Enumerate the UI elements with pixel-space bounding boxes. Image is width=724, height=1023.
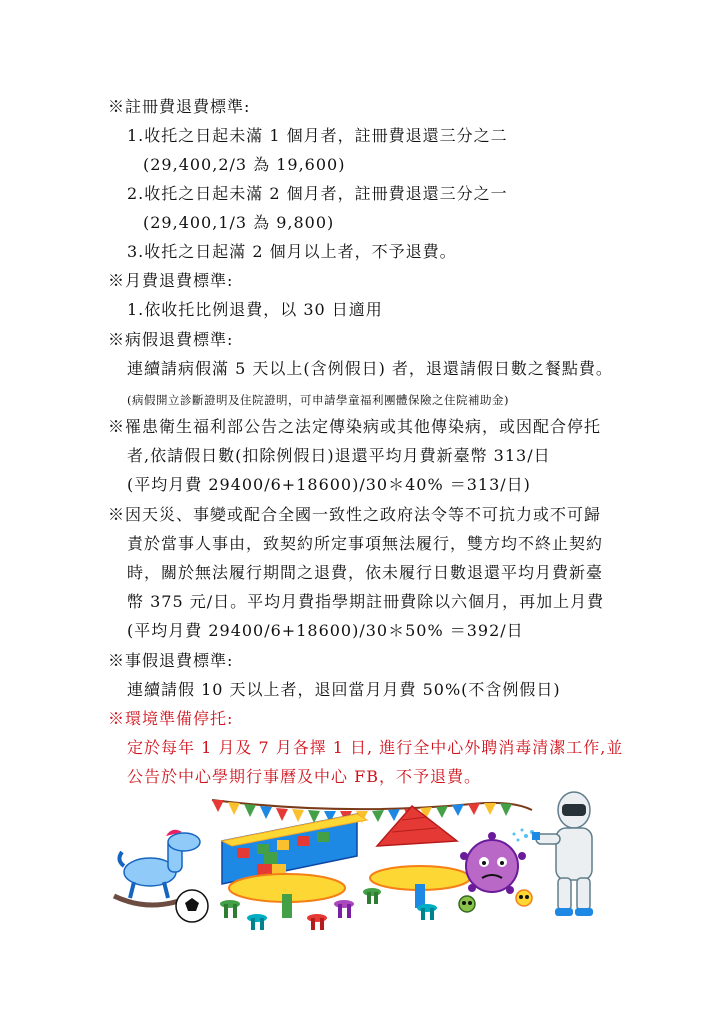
registration-rule-2-example: (29,400,1/3 為 9,800) xyxy=(143,213,335,232)
sick-leave-rule: 連續請病假滿 5 天以上(含例假日) 者，退還請假日數之餐點費。 xyxy=(127,359,613,378)
force-majeure-formula: (平均月費 29400/6+18600)/30＊50% ＝392/日 xyxy=(127,621,524,640)
right-round-table xyxy=(363,866,470,920)
sick-leave-note: (病假開立診斷證明及住院證明，可申請學童福利團體保險之住院補助金) xyxy=(127,393,509,407)
force-majeure-rule-line-4: 幣 375 元/日。平均月費指學期註冊費除以六個月，再加上月費 xyxy=(127,592,605,611)
force-majeure-rule-line-2: 責於當事人事由，致契約所定事項無法履行，雙方均不終止契約 xyxy=(127,534,604,553)
personal-leave-rule: 連續請假 10 天以上者，退回當月月費 50%(不含例假日) xyxy=(127,680,561,699)
registration-rule-2: 2.收托之日起未滿 2 個月者，註冊費退還三分之一 xyxy=(127,184,508,203)
heading-monthly-fee-refund: ※月費退費標準: xyxy=(108,271,234,290)
infectious-disease-formula: (平均月費 29400/6+18600)/30＊40% ＝313/日) xyxy=(127,475,531,494)
heading-registration-refund: ※註冊費退費標準: xyxy=(108,97,251,116)
heading-personal-leave-refund: ※事假退費標準: xyxy=(108,651,234,670)
infectious-disease-rule-line-1: ※罹患衛生福利部公告之法定傳染病或其他傳染病，或因配合停托 xyxy=(108,417,602,436)
registration-rule-1: 1.收托之日起未滿 1 個月者，註冊費退還三分之二 xyxy=(127,126,508,145)
force-majeure-rule-line-3: 時，關於無法履行期間之退費，依未履行日數退還平均月費新臺 xyxy=(127,563,604,582)
monthly-fee-rule-1: 1.依收托比例退費，以 30 日適用 xyxy=(127,300,383,319)
disinfectant-spray xyxy=(513,829,535,842)
environment-closure-rule-line-2: 公告於中心學期行事曆及中心 FB，不予退費。 xyxy=(127,767,481,786)
small-germs xyxy=(459,890,532,912)
infectious-disease-rule-line-2: 者,依請假日數(扣除例假日)退還平均月費新臺幣 313/日 xyxy=(127,446,551,465)
environment-closure-rule-line-1: 定於每年 1 月及 7 月各擇 1 日, 進行全中心外聘消毒清潔工作,並 xyxy=(127,738,624,757)
bunting-flags xyxy=(212,800,532,823)
left-round-table xyxy=(220,874,354,930)
soccer-ball xyxy=(176,890,208,922)
hazmat-worker xyxy=(532,792,593,916)
virus-character xyxy=(460,832,526,894)
heading-environment-closure: ※環境準備停托: xyxy=(108,709,234,728)
classroom-disinfection-illustration xyxy=(112,786,612,936)
heading-sick-leave-refund: ※病假退費標準: xyxy=(108,330,234,349)
force-majeure-rule-line-1: ※因天災、事變或配合全國一致性之政府法令等不可抗力或不可歸 xyxy=(108,505,602,524)
registration-rule-1-example: (29,400,2/3 為 19,600) xyxy=(143,155,346,174)
registration-rule-3: 3.收托之日起滿 2 個月以上者，不予退費。 xyxy=(127,242,457,261)
